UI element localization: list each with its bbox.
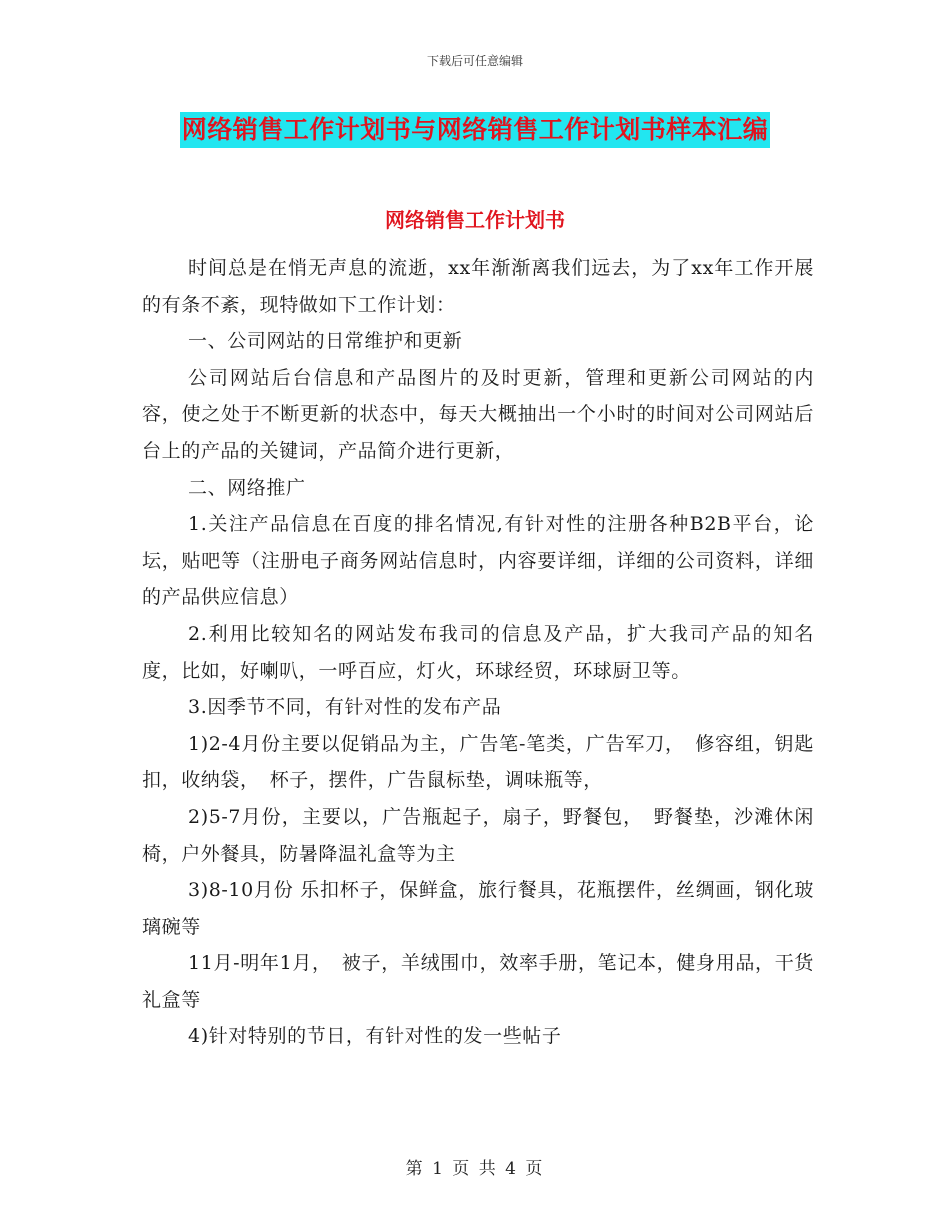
section-title: 网络销售工作计划书	[385, 208, 565, 232]
header-note: 下载后可任意编辑	[426, 54, 523, 68]
paragraph: 时间总是在悄无声息的流逝，xx年渐渐离我们远去，为了xx年工作开展的有条不紊，现特做如下工作计划：	[142, 257, 814, 316]
paragraph: 2)5-7月份，主要以，广告瓶起子，扇子，野餐包， 野餐垫，沙滩休闲椅，户外餐具，防暑降温礼盒等为主	[142, 805, 814, 865]
paragraph: 二、网络推广	[188, 476, 306, 499]
paragraph: 3)8-10月份 乐扣杯子，保鲜盒，旅行餐具，花瓶摆件，丝绸画，钢化玻璃碗等	[142, 879, 814, 938]
paragraph: 1.关注产品信息在百度的排名情况,有针对性的注册各种B2B平台，论坛，贴吧等（注册电子商务网站信息时，内容要详细，详细的公司资料，详细的产品供应信息）	[142, 513, 814, 609]
main-title-wrap	[0, 112, 950, 148]
page-footer: 第 1 页 共 4 页	[405, 1159, 545, 1179]
main-title: 网络销售工作计划书与网络销售工作计划书样本汇编	[180, 112, 771, 148]
paragraph: 一、公司网站的日常维护和更新	[188, 330, 463, 353]
paragraph: 11月-明年1月， 被子，羊绒围巾，效率手册，笔记本，健身用品，干货礼盒等	[142, 952, 814, 1011]
document-body	[142, 250, 814, 1055]
paragraph: 公司网站后台信息和产品图片的及时更新，管理和更新公司网站的内容，使之处于不断更新的状态中，每天大概抽出一个小时的时间对公司网站后台上的产品的关键词，产品简介进行更新，	[142, 366, 814, 462]
paragraph: 2.利用比较知名的网站发布我司的信息及产品，扩大我司产品的知名度，比如，好喇叭，一呼百应，灯火，环球经贸，环球厨卫等。	[142, 622, 814, 682]
paragraph: 4)针对特别的节日，有针对性的发一些帖子	[188, 1025, 562, 1048]
paragraph: 3.因季节不同，有针对性的发布产品	[188, 696, 502, 719]
paragraph: 1)2-4月份主要以促销品为主，广告笔-笔类，广告军刀， 修容组，钥匙扣，收纳袋， 杯子，摆件，广告鼠标垫，调味瓶等，	[142, 732, 814, 792]
